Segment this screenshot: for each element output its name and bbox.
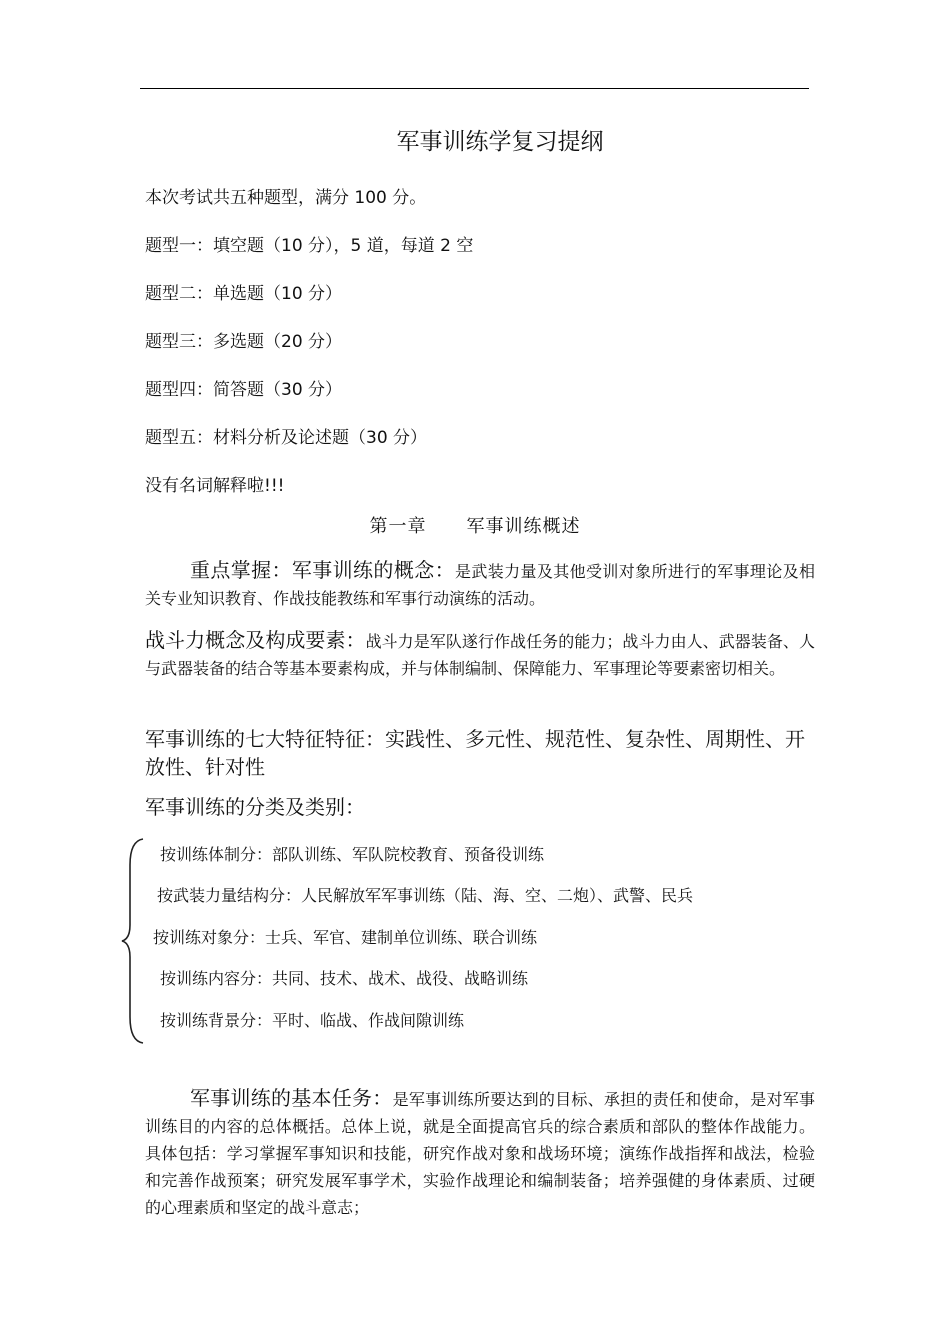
class-item-force: 按武装力量结构分：人民解放军军事训练（陆、海、空、二炮）、武警、民兵 (157, 886, 694, 905)
tasks-paragraph (145, 1085, 815, 1221)
exam-type-2: 题型二：单选题（10 分） (145, 284, 343, 304)
left-brace-icon (118, 835, 148, 1047)
page-title: 军事训练学复习提纲 (396, 129, 604, 155)
chapter-number: 第一章 (369, 516, 427, 537)
concept-heading: 重点掌握：军事训练的概念： (190, 558, 455, 582)
concept-text: 是武装力量及其他受训对象所进行的军事理论及相关专业知识教育、作战技能教练和军事行动演练的活动。 (145, 562, 815, 608)
classification-heading: 军事训练的分类及类别： (145, 795, 365, 819)
class-item-object: 按训练对象分：士兵、军官、建制单位训练、联合训练 (153, 928, 538, 947)
class-item-content: 按训练内容分：共同、技术、战术、战役、战略训练 (160, 969, 529, 988)
tasks-heading: 军事训练的基本任务： (190, 1086, 393, 1110)
exam-type-3: 题型三：多选题（20 分） (145, 332, 343, 352)
chapter-name: 军事训练概述 (466, 516, 581, 537)
class-item-system: 按训练体制分：部队训练、军队院校教育、预备役训练 (160, 845, 545, 864)
exam-type-4: 题型四：简答题（30 分） (145, 380, 343, 400)
tasks-text: 是军事训练所要达到的目标、承担的责任和使命，是对军事训练目的内容的总体概括。总体上说，就是全面提高官兵的综合素质和部队的整体作战能力。具体包括：学习掌握军事知识和技能，研究作战对象和战场环境；演练作战指挥和战法，检验和完善作战预案；研究发展军事学术，实验作战理论和编制装备；培养强健的身体素质、过硬的心理素质和坚定的战斗意志； (145, 1090, 815, 1217)
header-rule (140, 88, 809, 89)
exam-type-1: 题型一：填空题（10 分），5 道，每道 2 空 (145, 236, 474, 256)
combat-heading: 战斗力概念及构成要素： (145, 628, 366, 652)
chapter-heading (0, 512, 950, 538)
features-paragraph: 军事训练的七大特征特征：实践性、多元性、规范性、复杂性、周期性、开放性、针对性 (145, 727, 805, 779)
combat-text: 战斗力是军队遂行作战任务的能力；战斗力由人、武器装备、人与武器装备的结合等基本要素构成，并与体制编制、保障能力、军事理论等要素密切相关。 (145, 632, 815, 678)
concept-paragraph (145, 557, 815, 612)
combat-paragraph (145, 627, 815, 682)
exam-note: 没有名词解释啦!!! (145, 476, 285, 496)
exam-intro: 本次考试共五种题型，满分 100 分。 (145, 188, 427, 208)
class-item-background: 按训练背景分：平时、临战、作战间隙训练 (160, 1011, 465, 1030)
exam-type-5: 题型五：材料分析及论述题（30 分） (145, 428, 428, 448)
